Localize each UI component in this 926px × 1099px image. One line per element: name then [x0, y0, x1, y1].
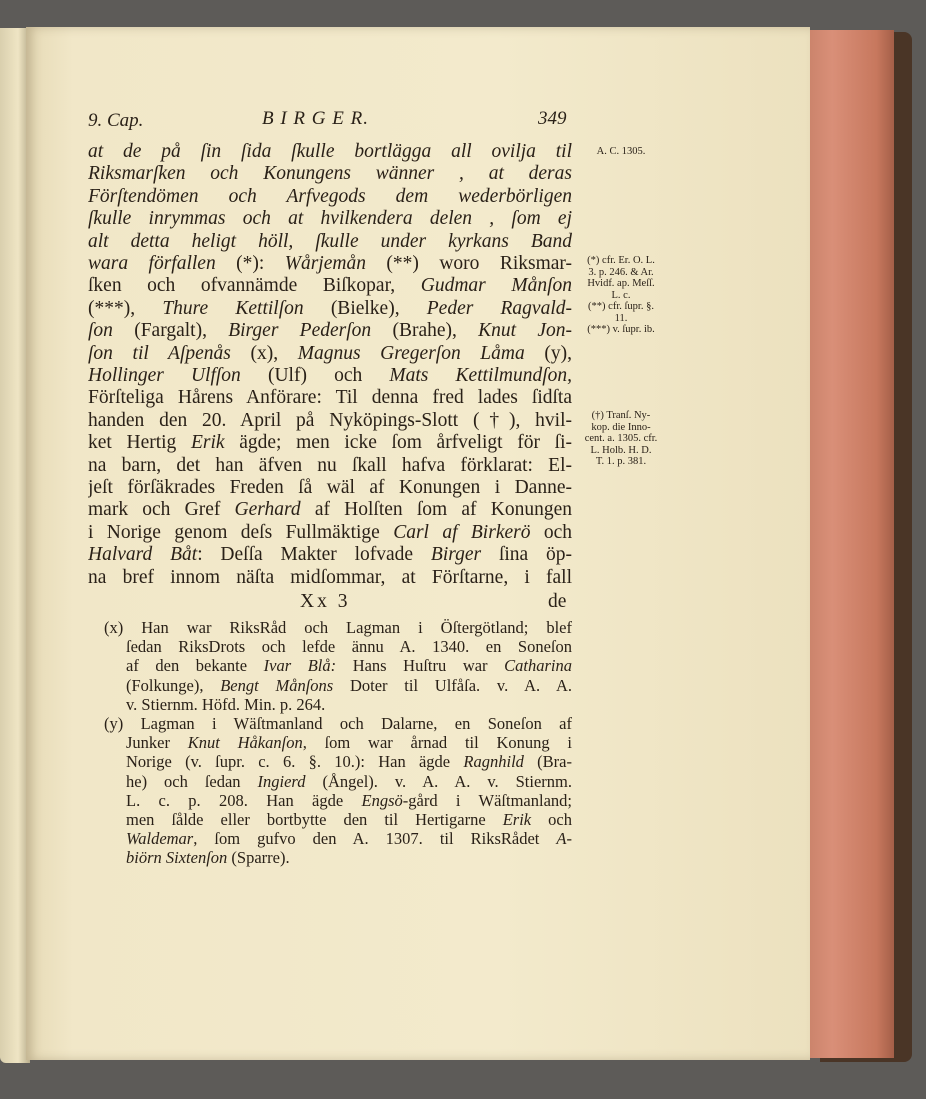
text-segment: (Folkunge), [126, 676, 221, 695]
text-segment: , ſom war årnad til Konung i [302, 734, 572, 753]
text-line [88, 477, 572, 498]
text-segment: i Norige genom deſs Fullmäktige [88, 521, 394, 543]
footnote-line [126, 792, 572, 810]
text-segment: af den bekante [126, 657, 264, 676]
italic-text: biörn Sixtenſon [126, 849, 228, 868]
margin-year: A. C. 1305. [596, 146, 646, 157]
margin-note-dagger [580, 410, 662, 468]
margin-note-line: Hvidf. ap. Meſſ. [587, 278, 655, 289]
margin-note-line: T. 1. p. 381. [595, 456, 647, 467]
text-line [88, 208, 572, 229]
text-line [88, 141, 572, 162]
margin-note-line: (***) v. ſupr. ib. [587, 324, 655, 335]
italic-text: Waldemar [126, 830, 194, 849]
italic-text: Knut Jon- [478, 320, 572, 342]
footnote-line [126, 696, 572, 714]
italic-text: wara förfallen [88, 253, 216, 274]
text-segment: Junker [126, 734, 188, 753]
italic-text: A- [556, 830, 572, 849]
text-segment: (**) woro Riksmar- [365, 253, 572, 274]
text-line [88, 343, 572, 364]
margin-note-line: L. Holb. H. D. [590, 444, 652, 456]
margin-note-line: (†) Tranſ. Ny- [591, 410, 651, 421]
italic-text: ſon [88, 320, 113, 342]
text-segment: (x), [230, 342, 298, 364]
text-segment: L. c. p. 208. Han ägde [126, 791, 362, 810]
footnote-line [126, 734, 572, 752]
italic-text: at de på ſin ſida ſkulle bortlägga all ovilja til [88, 141, 572, 162]
margin-note-line: 3. p. 246. & Ar. [588, 266, 654, 278]
footnote-line [126, 657, 572, 675]
italic-text: Ivar Blå: [263, 657, 337, 676]
text-line [88, 231, 572, 252]
italic-text: Peder Ragvald- [426, 297, 572, 319]
text-segment: ket Hertig [88, 432, 191, 454]
text-segment: Hans Huſtru war [336, 657, 505, 676]
text-segment: he) och ſedan [126, 772, 258, 791]
signature-mark: Xx 3 [300, 591, 351, 612]
italic-text: Engsö [361, 791, 403, 810]
text-segment: mark och Gref [88, 499, 235, 521]
margin-note-line: (*) cfr. Er. O. L. [587, 255, 655, 266]
margin-note-line: L. c. [611, 289, 631, 301]
italic-text: Magnus Gregerſon Låma [297, 342, 525, 364]
text-line [88, 387, 572, 408]
italic-text: Carl af Birkerö [393, 521, 531, 543]
text-line [88, 253, 572, 274]
italic-text: ſkulle inrymmas och at hvilkendera delen , ſom ej [88, 208, 572, 230]
text-segment: jeſt förſäkrades Freden ſå wäl af Konungen i Danne- [88, 477, 572, 498]
text-segment: v. Stiernm. Höfd. Min. p. 264. [126, 695, 326, 714]
text-line [88, 163, 572, 184]
text-segment: na barn, det han äfven nu ſkall hafva förklarat: El- [88, 454, 572, 476]
text-segment: ſina öp- [481, 544, 572, 566]
text-segment: af Holſten ſom af Konungen [300, 499, 572, 521]
running-title: B I R G E R. [262, 108, 369, 129]
text-segment: ſken och ofvannämde Biſkopar, [88, 275, 421, 297]
catchword: de [548, 591, 567, 612]
text-segment: , ſom gufvo den A. 1307. til RiksRådet [193, 830, 557, 849]
italic-text: Bengt Månſons [220, 676, 334, 695]
text-segment: : Deſſa Makter lofvade [197, 544, 431, 566]
text-segment: (Ångel). v. A. A. v. Stiernm. [305, 772, 572, 791]
text-line [88, 186, 572, 207]
page-edges [806, 30, 894, 1058]
text-segment: (y) Lagman i Wäſtmanland och Dalarne, en Soneſon af [104, 715, 572, 733]
italic-text: Mats Kettilmundſon, [389, 365, 572, 386]
text-line [88, 410, 572, 431]
footnote-line [126, 753, 572, 771]
text-segment: och [530, 521, 572, 543]
text-segment: Förſteliga Hårens Anförare: Til denna fred lades ſidſta [88, 387, 572, 409]
text-line [88, 455, 572, 476]
text-segment: (*): [215, 253, 285, 274]
footnote-line [126, 811, 572, 829]
margin-note-line: (**) cfr. ſupr. §. [588, 301, 654, 312]
text-segment: men ſålde eller bortbytte den til Hertigarne [126, 811, 503, 829]
text-line [88, 320, 572, 341]
margin-note-references [580, 255, 662, 336]
text-segment: (Bra- [523, 753, 572, 772]
text-line [88, 432, 572, 453]
text-segment: -gård i Wäſtmanland; [402, 791, 572, 810]
text-line [88, 522, 572, 543]
italic-text: Wårjemån [284, 253, 366, 274]
footnote-line [126, 849, 572, 867]
italic-text: Erik [190, 432, 225, 454]
italic-text: Birger [430, 544, 482, 566]
text-line [88, 298, 572, 319]
margin-note-line: cent. a. 1305. cfr. [584, 433, 658, 444]
italic-text: Halvard Båt [88, 544, 198, 566]
footnote-line [126, 638, 572, 656]
text-segment: (Ulf) och [240, 365, 390, 386]
italic-text: Riksmarſken och Konungens wänner , at deras [88, 163, 572, 185]
italic-text: Catharina [504, 657, 572, 676]
italic-text: Ragnhild [463, 753, 524, 772]
footnote-line [126, 773, 572, 791]
footnote-line [126, 677, 572, 695]
text-segment: (Brahe), [371, 320, 479, 342]
text-line [88, 275, 572, 296]
italic-text: Birger Pederſon [228, 320, 372, 342]
text-segment: handen den 20. April på Nyköpings-Slott (†), hvil- [88, 409, 572, 431]
footnote-line [126, 830, 572, 848]
text-segment: na bref innom näſta midſommar, at Förſtarne, i fall [88, 566, 572, 588]
text-segment: (x) Han war RiksRåd och Lagman i Öſtergötland; blef [104, 619, 572, 637]
italic-text: Gudmar Månſon [420, 275, 572, 297]
text-segment: (y), [524, 342, 572, 364]
text-line [88, 567, 572, 588]
text-segment: Doter til Ulfåſa. v. A. A. [333, 676, 572, 695]
text-segment: (Sparre). [227, 849, 290, 868]
italic-text: Knut Håkanſon [187, 734, 303, 753]
italic-text: Gerhard [234, 499, 301, 521]
italic-text: Thure Kettilſon [162, 297, 304, 319]
margin-note-line: kop. die Inno- [591, 421, 651, 433]
page-number: 349 [538, 108, 567, 129]
chapter-label: 9. Cap. [88, 110, 144, 131]
margin-note-line: 11. [614, 312, 628, 324]
text-segment: ägde; men icke ſom årfveligt för ſi- [224, 432, 572, 454]
text-segment: ſedan RiksDrots och lefde ännu A. 1340. en Soneſon [126, 638, 572, 657]
italic-text: ſon til Aſpenås [88, 342, 231, 364]
text-segment: (Bielke), [303, 297, 427, 319]
text-segment: (Fargalt), [112, 320, 229, 342]
italic-text: Ingierd [257, 772, 306, 791]
italic-text: Förſtendömen och Arfvegods dem wederbörligen [88, 185, 572, 207]
text-line [88, 365, 572, 386]
italic-text: Hollinger Ulfſon [88, 365, 241, 386]
text-segment: och [531, 811, 572, 829]
text-line [88, 544, 572, 565]
text-segment: Norige (v. ſupr. c. 6. §. 10.): Han ägde [126, 753, 464, 772]
footnote-line [104, 715, 572, 733]
footnote-line [104, 619, 572, 637]
italic-text: alt detta heligt höll, ſkulle under kyrkans Band [88, 230, 572, 252]
text-line [88, 499, 572, 520]
italic-text: Erik [502, 811, 532, 829]
text-segment: (***), [88, 297, 163, 319]
